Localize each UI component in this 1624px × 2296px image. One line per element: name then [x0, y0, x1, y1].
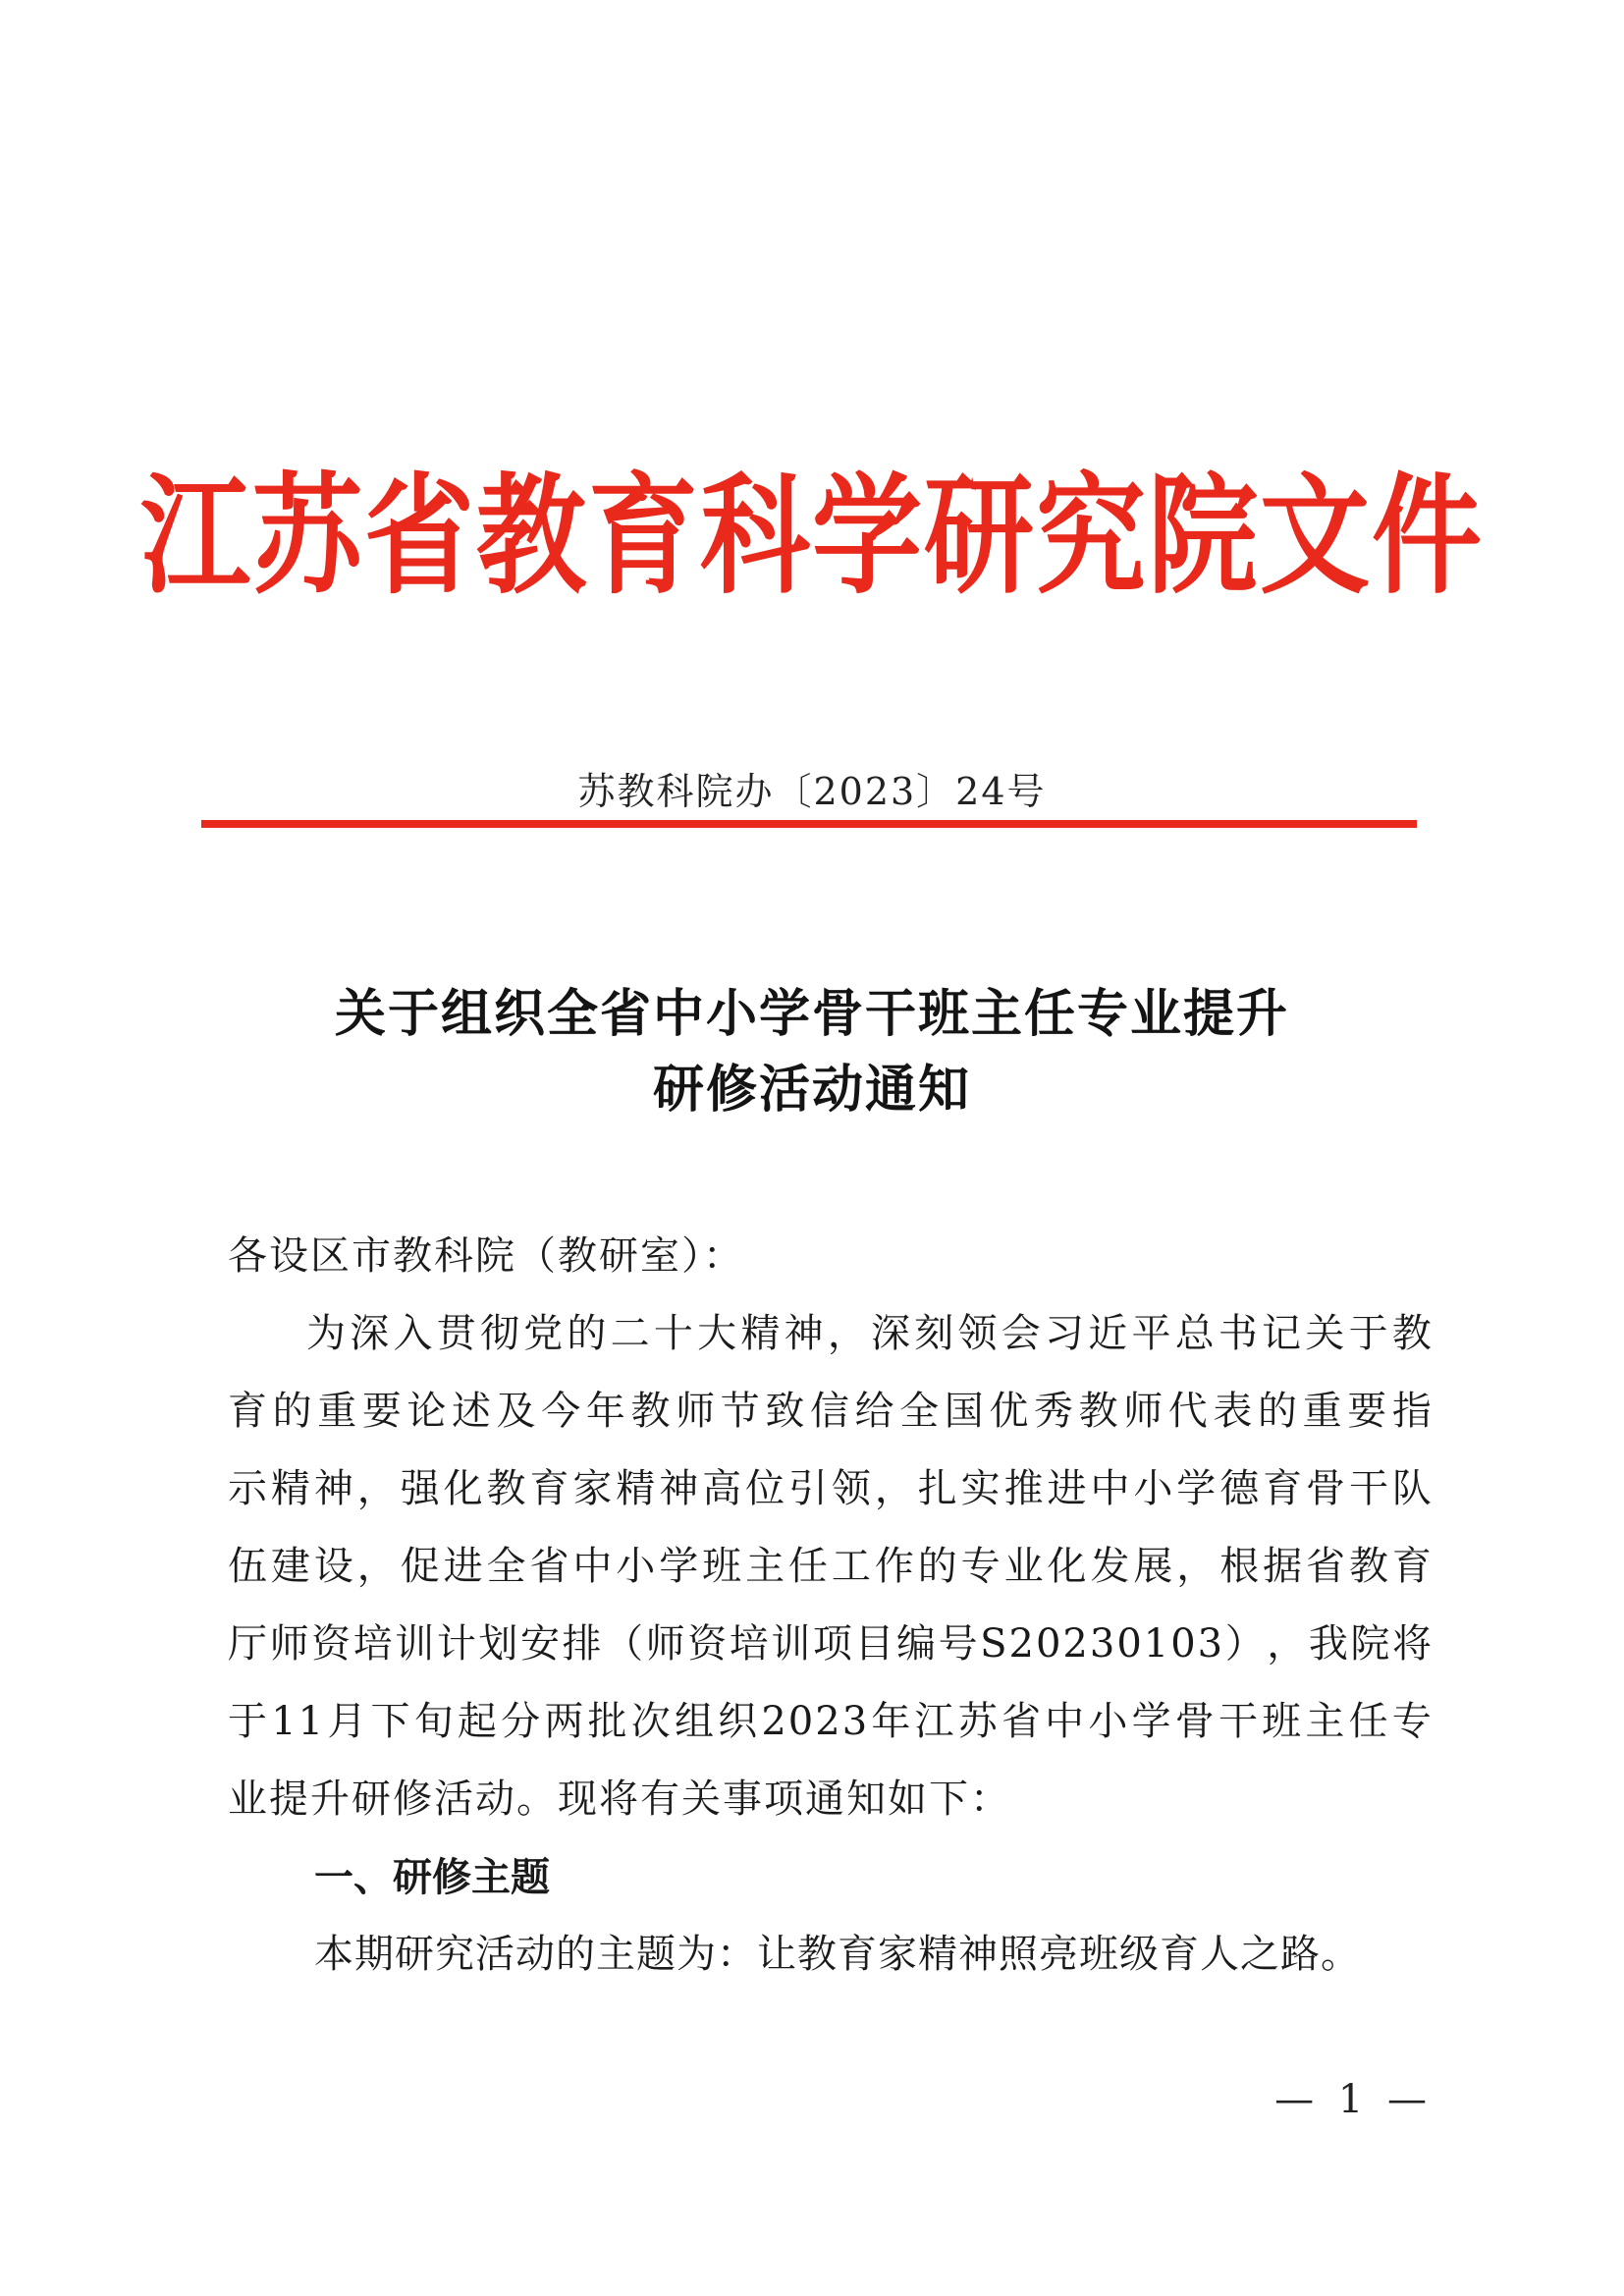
intro-line-7: 业提升研修活动。现将有关事项通知如下： — [228, 1777, 1011, 1822]
intro-line-5: 厅 师 资 培 训 计 划 安 排 （ 师 资 培 训 项 目 编 号 S20230103 ） ， 我 院 将 — [228, 1621, 1434, 1667]
intro-line-1: 为 深 入 贯 彻 党 的 二 十 大 精 神 ， 深 刻 领 会 习 近 平 总 书 记 关 于 教 — [306, 1311, 1434, 1356]
intro-line-4: 伍 建 设 ， 促 进 全 省 中 小 学 班 主 任 工 作 的 专 业 化 发 展 ， 根 据 省 教 育 — [228, 1544, 1434, 1589]
document-number: 苏教科院办〔2023〕24号 — [577, 770, 1047, 813]
intro-line-6: 于 11 月 下 旬 起 分 两 批 次 组 织 2023 年 江 苏 省 中 小 学 骨 干 班 主 任 专 — [228, 1699, 1434, 1744]
notice-body — [228, 1218, 1434, 1994]
salutation: 各设区市教科院（教研室）： — [228, 1233, 744, 1279]
red-divider-line — [201, 820, 1417, 828]
issuer-header-title: 江苏省教育科学研究院文件 — [140, 460, 1484, 613]
notice-title-line-1: 关于组织全省中小学骨干班主任专业提升 — [334, 984, 1289, 1044]
page-number: — 1 — — [1274, 2077, 1433, 2122]
section-text: 本期研究活动的主题为：让教育家精神照亮班级育人之路。 — [314, 1932, 1361, 1977]
intro-line-2: 育 的 重 要 论 述 及 今 年 教 师 节 致 信 给 全 国 优 秀 教 师 代 表 的 重 要 指 — [228, 1389, 1434, 1434]
section-heading: 一、研修主题 — [314, 1854, 550, 1900]
notice-title-line-2: 研修活动通知 — [652, 1060, 971, 1120]
intro-line-3: 示 精 神 ， 强 化 教 育 家 精 神 高 位 引 领 ， 扎 实 推 进 中 小 学 德 育 骨 干 队 — [228, 1466, 1434, 1511]
